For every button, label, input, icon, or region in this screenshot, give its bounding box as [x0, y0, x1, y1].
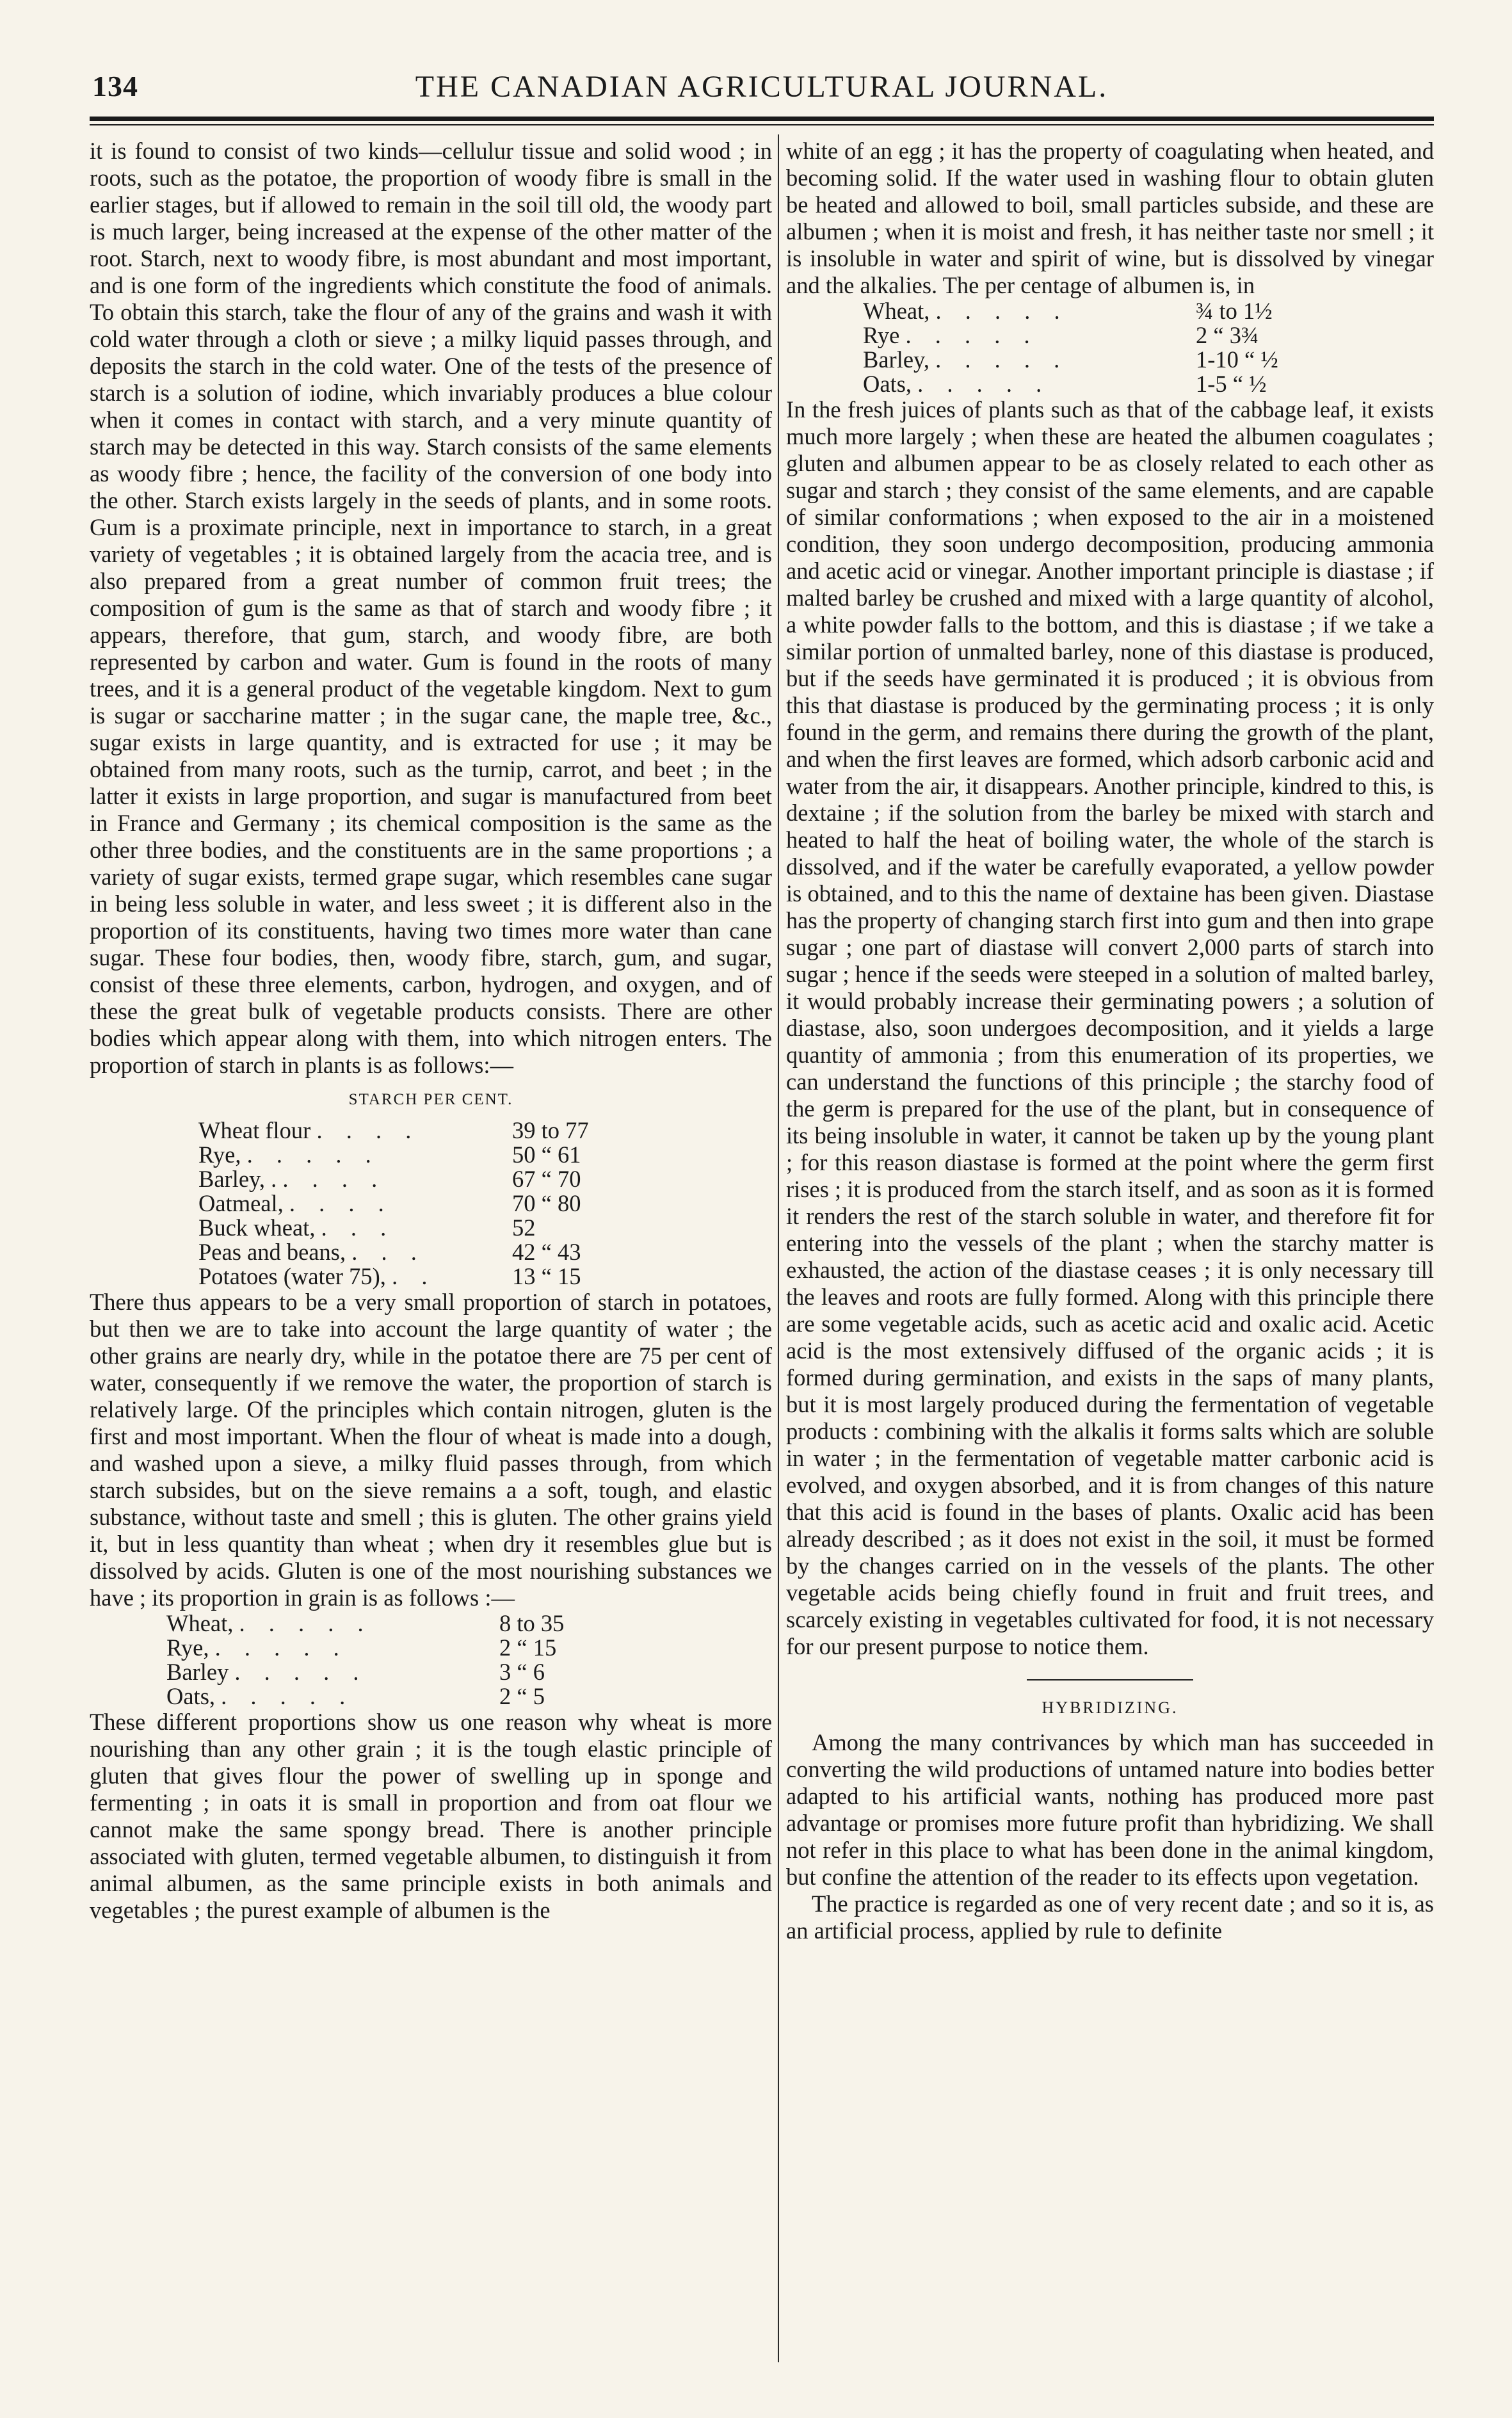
section-rule [1027, 1679, 1193, 1681]
row-value: 2 “ 15 [499, 1634, 557, 1661]
leader-dots: . . . . . [214, 1634, 348, 1661]
left-paragraph-2: There thus appears to be a very small proportion of starch in potatoes, but then we are to take into account the large quantity of water ; the other grains are nearly dry, while in the potatoe there are 75 per cent of water, consequently if we remove the water, the proportion of starch is relatively large. Of the principles which contain nitrogen, gluten is the first and most important. When the flour of wheat is made into a dough, and washed upon a sieve, a milky fluid passes through, from which starch subsides, but on the sieve remains a a soft, tough, and elastic substance, without taste and smell ; this is gluten. The other grains yield it, but in less quantity than wheat ; when dry it resembles glue but is dissolved by acids. Gluten is one of the most nourishing substances we have ; its proportion in grain is as follows :— [90, 1289, 772, 1611]
leader-dots: . . . [321, 1214, 396, 1241]
row-value: 50 “ 61 [512, 1141, 581, 1168]
leader-dots: . . . . . [246, 1141, 380, 1168]
leader-dots: . . . . . [905, 322, 1039, 348]
row-name: Barley, [863, 346, 930, 373]
row-value: ¾ to 1½ [1196, 298, 1273, 324]
leader-dots: . . . . . [935, 298, 1069, 324]
page-number: 134 [92, 70, 138, 102]
table-row [863, 299, 1278, 323]
section-heading: HYBRIDIZING. [1042, 1698, 1178, 1717]
table-row [863, 323, 1278, 348]
left-paragraph-3: These different proportions show us one reason why wheat is more nourishing than any other grain ; it is the tough elastic principle of gluten that gives flour the power of swelling up in sponge and fermenting ; in oats it is small in proportion and from oat flour we cannot make the same spongy bread. There is another principle associated with gluten, termed vegetable albumen, to distinguish it from animal albumen, as the same principle exists in both animals and vegetables ; the purest example of albumen is the [90, 1709, 772, 1923]
row-name: Wheat flour [198, 1117, 311, 1143]
right-paragraph-3: Among the many contrivances by which man has succeeded in converting the wild productions of untamed nature into bodies better adapted to his artificial wants, nothing has produced more past advantage or promises more future profit than hybridizing. We shall not refer in this place to what has been done in the animal kingdom, but confine the attention of the reader to its effects upon vegetation. [786, 1729, 1434, 1890]
leader-dots: . . . . . [935, 346, 1069, 373]
starch-table [198, 1118, 589, 1289]
table-row [863, 372, 1278, 396]
table-row [166, 1636, 564, 1660]
leader-dots: . . . . [282, 1166, 387, 1192]
row-name: Barley, . [198, 1166, 277, 1192]
row-name: Rye, [198, 1141, 241, 1168]
leader-dots: . . . . . [917, 371, 1051, 397]
leader-dots: . . [392, 1263, 437, 1289]
gluten-table [166, 1611, 564, 1709]
table-row [863, 348, 1278, 372]
row-name: Oats, [863, 371, 912, 397]
row-value: 13 “ 15 [512, 1263, 581, 1289]
right-paragraph-4: The practice is regarded as one of very recent date ; and so it is, as an artificial process, applied by rule to definite [786, 1890, 1434, 1944]
row-value: 3 “ 6 [499, 1659, 545, 1685]
row-name: Buck wheat, [198, 1214, 316, 1241]
row-value: 42 “ 43 [512, 1239, 581, 1265]
leader-dots: . . . . [316, 1117, 421, 1143]
row-value: 1-5 “ ½ [1196, 371, 1267, 397]
starch-table-title: STARCH PER CENT. [348, 1091, 513, 1108]
table-row [198, 1167, 589, 1191]
row-name: Oats, [166, 1683, 216, 1709]
row-name: Rye [863, 322, 900, 348]
row-value: 39 to 77 [512, 1117, 589, 1143]
row-name: Rye, [166, 1634, 209, 1661]
right-column [786, 138, 1434, 1944]
table-row [198, 1191, 589, 1216]
leader-dots: . . . . . [221, 1683, 355, 1709]
header-rule [90, 117, 1434, 121]
row-value: 1-10 “ ½ [1196, 346, 1278, 373]
table-row [166, 1684, 564, 1709]
row-value: 52 [512, 1214, 536, 1241]
leader-dots: . . . [351, 1239, 426, 1265]
leader-dots: . . . . . [234, 1659, 368, 1685]
table-row [198, 1264, 589, 1289]
left-column [90, 138, 772, 1924]
row-name: Oatmeal, [198, 1190, 284, 1216]
row-value: 2 “ 5 [499, 1683, 545, 1709]
journal-title: THE CANADIAN AGRICULTURAL JOURNAL. [415, 70, 1109, 104]
albumen-table [863, 299, 1278, 396]
right-paragraph-1: white of an egg ; it has the property of coagulating when heated, and becoming solid. If the water used in washing flour to obtain gluten be heated and allowed to boil, small particles subside, and these are albumen ; when it is moist and fresh, it has neither taste nor smell ; it is insoluble in water and spirit of wine, but is dissolved by vinegar and the alkalies. The per centage of albumen is, in [786, 138, 1434, 298]
table-row [166, 1611, 564, 1636]
header-rule-thin [90, 124, 1434, 125]
leader-dots: . . . . [289, 1190, 393, 1216]
row-value: 8 to 35 [499, 1610, 565, 1636]
left-paragraph-1: it is found to consist of two kinds—cellulur tissue and solid wood ; in roots, such as the potatoe, the proportion of woody fibre is small in the earlier stages, but if allowed to remain in the soil till old, the woody part is much larger, being increased at the expense of the other matter of the root. Starch, next to woody fibre, is most abundant and most important, and is one form of the ingredients which constitute the food of animals. To obtain this starch, take the flour of any of the grains and wash it with cold water through a cloth or sieve ; a milky liquid passes through, and deposits the starch in the cold water. One of the tests of the presence of starch is a solution of iodine, which invariably produces a blue colour when it comes in contact with starch, and a very minute quantity of starch may be detected in this way. Starch consists of the same elements as woody fibre ; hence, the facility of the conversion of one body into the other. Starch exists largely in the seeds of plants, and in some roots. Gum is a proximate principle, next in importance to starch, in a great variety of vegetables ; it is obtained largely from the acacia tree, and is also prepared from a great number of common fruit trees; the composition of gum is the same as that of starch and woody fibre ; it appears, therefore, that gum, starch, and woody fibre, are both represented by carbon and water. Gum is found in the roots of many trees, and it is a general product of the vegetable kingdom. Next to gum is sugar or saccharine matter ; in the sugar cane, the maple tree, &c., sugar exists in large quantity, and is extracted for use ; it may be obtained from many roots, such as the turnip, carrot, and beet ; in the latter it exists in large proportion, and sugar is manufactured from beet in France and Germany ; its chemical composition is the same as the other three bodies, and the constituents are in the same proportions ; a variety of sugar exists, termed grape sugar, which resembles cane sugar in being less soluble in water, and less sweet ; it is different also in the proportion of its constituents, having two times more water than cane sugar. These four bodies, then, woody fibre, starch, gum, and sugar, consist of these three elements, carbon, hydrogen, and oxygen, and of these the great bulk of vegetable products consists. There are other bodies which appear along with them, into which nitrogen enters. The proportion of starch in plants is as follows:— [90, 138, 772, 1078]
row-value: 67 “ 70 [512, 1166, 581, 1192]
table-row [198, 1216, 589, 1240]
table-row [198, 1143, 589, 1167]
table-row [198, 1118, 589, 1143]
right-paragraph-2: In the fresh juices of plants such as that of the cabbage leaf, it exists much more largely ; when these are heated the albumen coagulates ; gluten and albumen appear to be as closely related to each other as sugar and starch ; they consist of the same elements, and are capable of similar conformations ; when exposed to the air in a moistened condition, they soon undergo decomposition, producing ammonia and acetic acid or vinegar. Another important principle is diastase ; if malted barley be crushed and mixed with a large quantity of alcohol, a white powder falls to the bottom, and this is diastase ; if we take a similar portion of unmalted barley, none of this diastase is produced, but if the seeds have germinated it is produced ; it is obvious from this that diastase is produced by the germinating process ; it is only found in the germ, and remains there during the growth of the plant, and when the first leaves are formed, which adsorb carbonic acid and water from the air, it disappears. Another principle, kindred to this, is dextaine ; if the solution from the barley be mixed with starch and heated to half the heat of boiling water, the whole of the starch is dissolved, and if the water be carefully evaporated, a yellow powder is obtained, and to this the name of dextaine has been given. Diastase has the property of changing starch first into gum and then into grape sugar ; one part of diastase will convert 2,000 parts of starch into sugar ; hence if the seeds were steeped in a solution of malted barley, it would probably increase their germinating powers ; a solution of diastase, also, soon undergoes decomposition, and it yields a large quantity of ammonia ; from this enumeration of its properties, we can understand the functions of this principle ; the starchy food of the germ is prepared for the use of the plant, but in consequence of its being insoluble in water, it cannot be taken up by the young plant ; for this reason diastase is formed at the point where the germ first rises ; it is produced from the starch itself, and as soon as it is formed it renders the rest of the starch soluble in water, and therefore fit for entering into the vessels of the plant ; when the starchy matter is exhausted, the action of the diastase ceases ; it is only necessary till the leaves and roots are fully formed. Along with this principle there are some vegetable acids, such as acetic acid and oxalic acid. Acetic acid is the most extensively diffused of the organic acids ; it is formed during germination, and exists in the saps of many plants, but it is most largely produced during the fermentation of vegetable products : combining with the alkalis it forms salts which are soluble in water ; in the fermentation of vegetable matter carbonic acid is evolved, and oxygen absorbed, and it is from changes of this nature that this acid is found in the bases of plants. Oxalic acid has been already described ; as it does not exist in the soil, it must be formed by the changes carried on in the vessels of the plants. The other vegetable acids being chiefly found in fruit and fruit trees, and scarcely existing in vegetables cultivated for food, it is not necessary for our present purpose to notice them. [786, 396, 1434, 1659]
row-name: Peas and beans, [198, 1239, 346, 1265]
row-name: Barley [166, 1659, 229, 1685]
column-divider [778, 134, 779, 2362]
table-row [166, 1660, 564, 1684]
row-name: Wheat, [863, 298, 930, 324]
row-name: Wheat, [166, 1610, 234, 1636]
row-value: 2 “ 3¾ [1196, 322, 1259, 348]
row-value: 70 “ 80 [512, 1190, 581, 1216]
row-name: Potatoes (water 75), [198, 1263, 386, 1289]
page-header [90, 69, 1434, 114]
table-row [198, 1240, 589, 1264]
leader-dots: . . . . . [239, 1610, 373, 1636]
